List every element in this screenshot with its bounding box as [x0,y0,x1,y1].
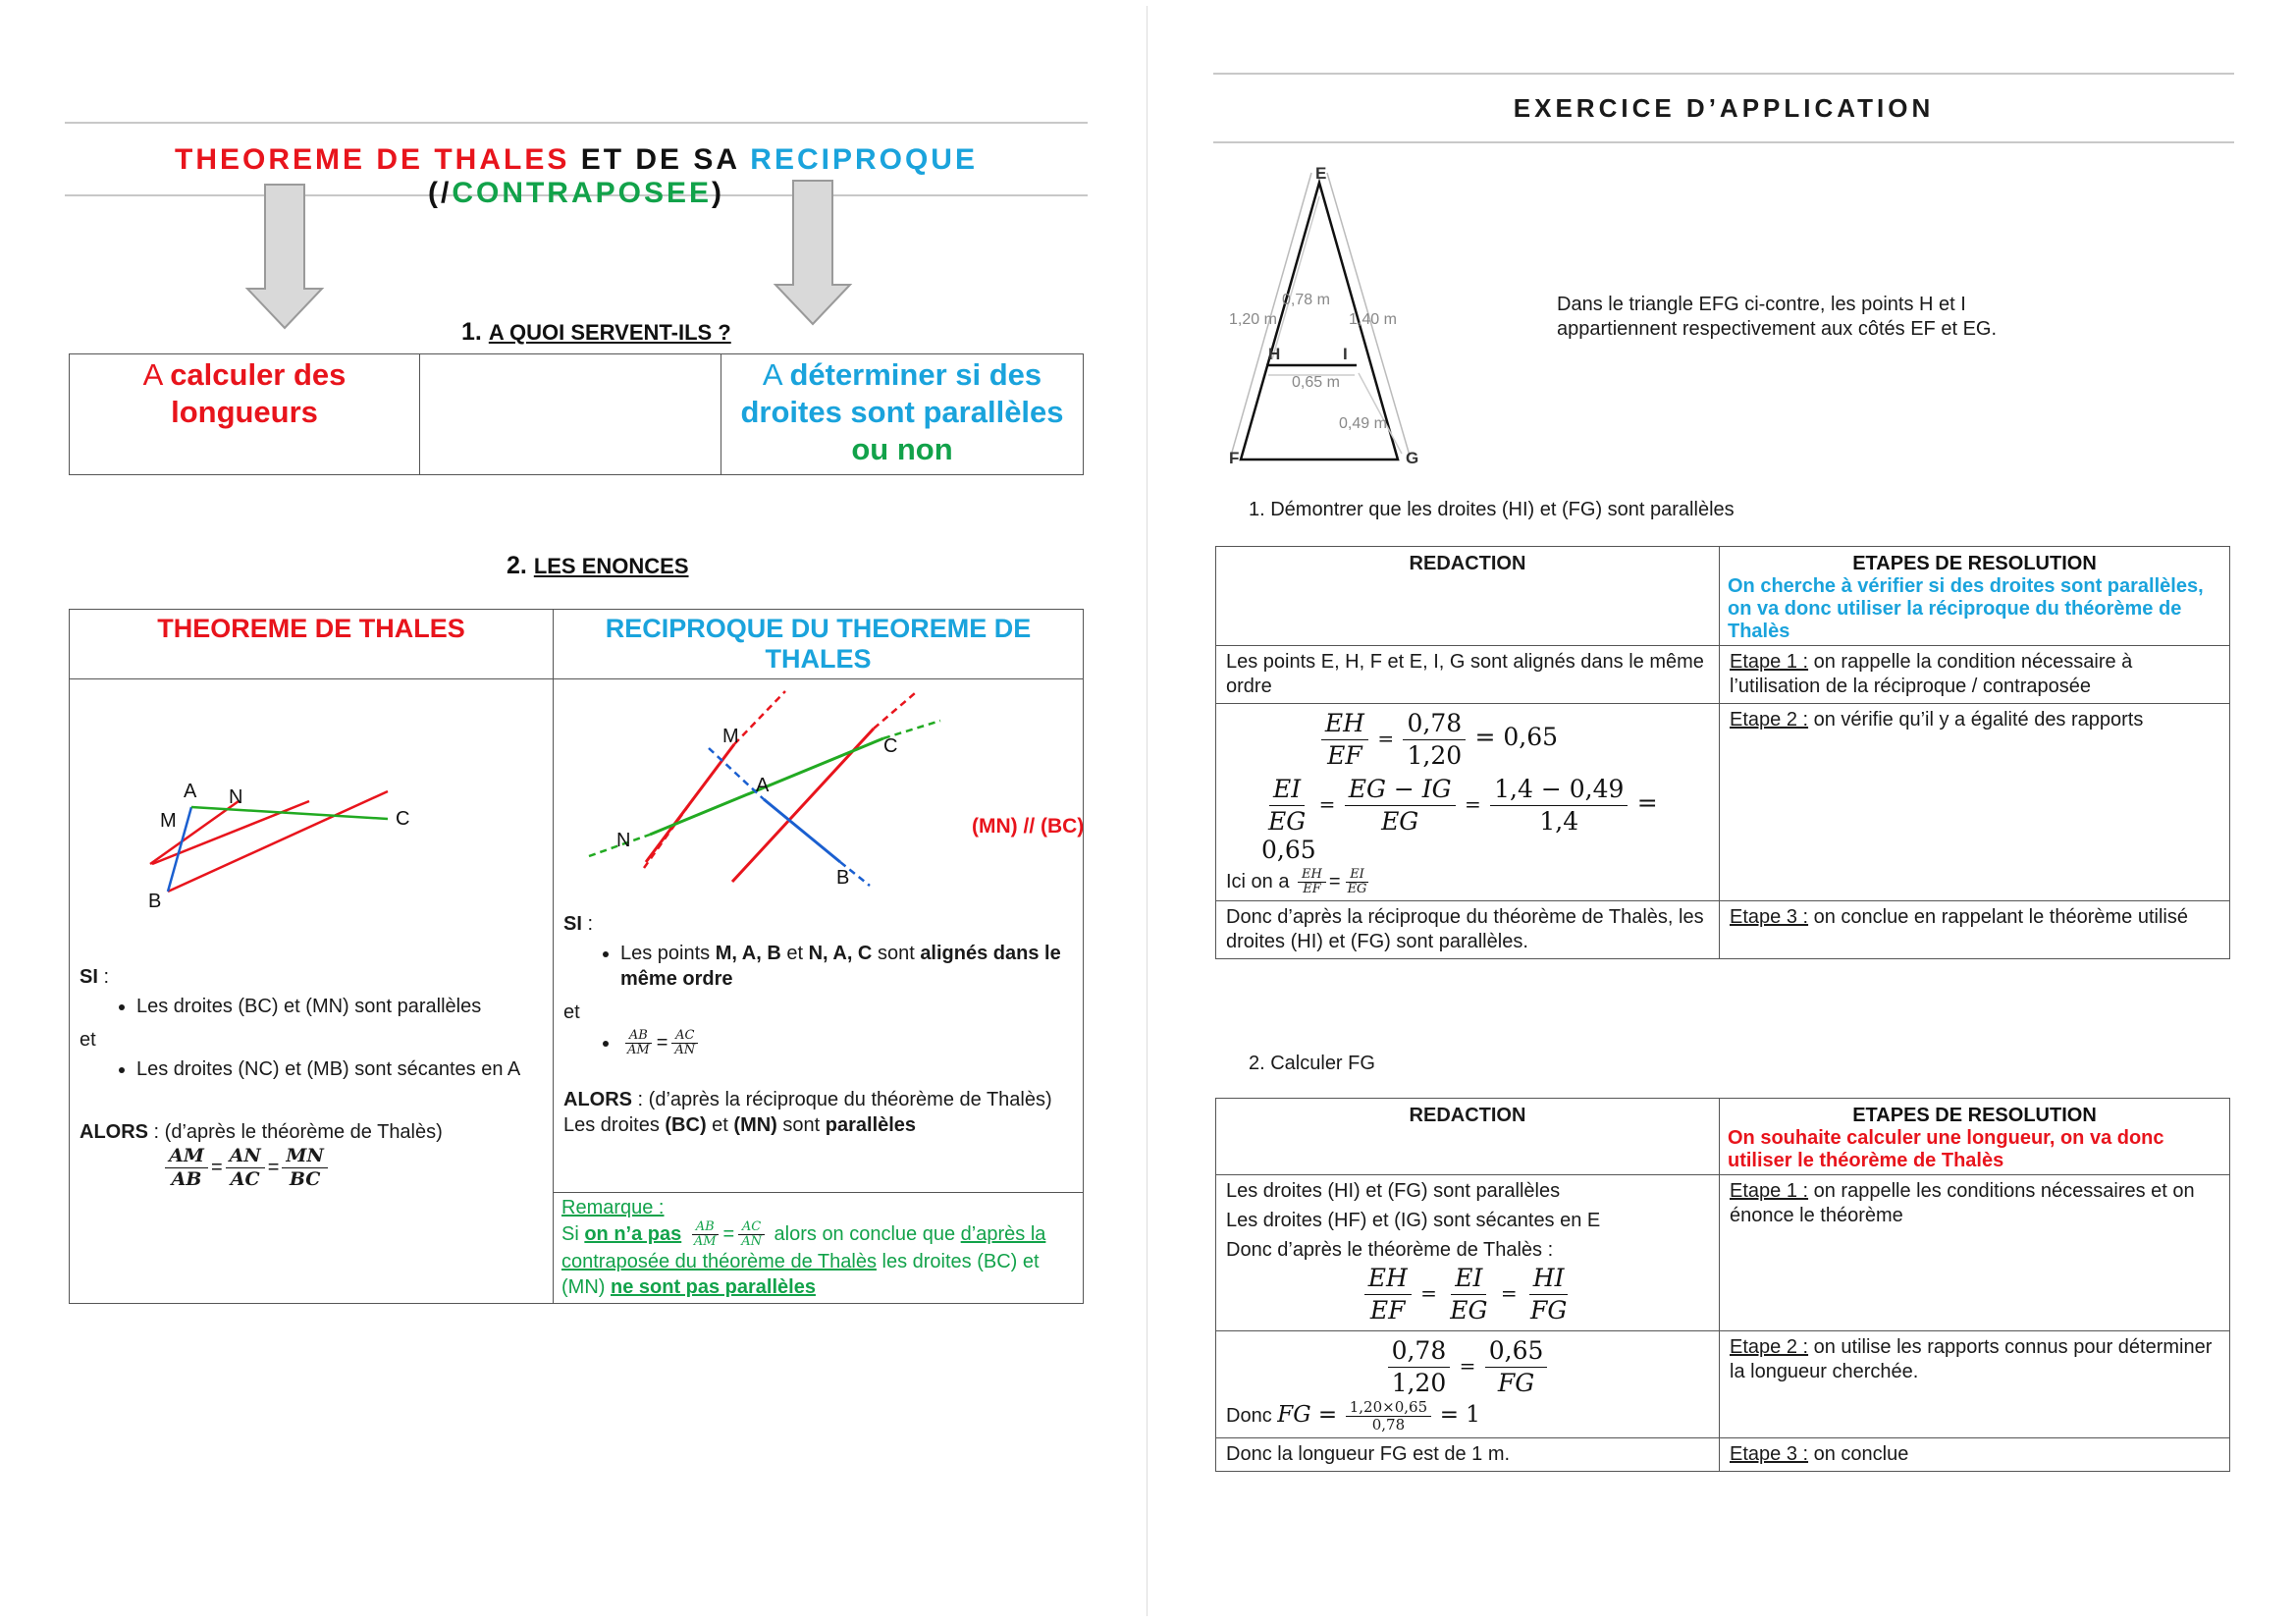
exercise-intro: Dans le triangle EFG ci-contre, les points H et I appartiennent respectivement aux côtés EF et EG. [1557,294,1998,340]
t2-row2-step: Etape 2 : on utilise les rapports connus pour déterminer la longueur cherchée. [1720,1331,2230,1438]
figure-length-hi: 0,65 m [1292,374,1340,391]
section2-heading: 2. LES ENONCES [507,552,689,579]
exercise-title: EXERCICE D’APPLICATION [1213,73,2234,143]
t1-row1-step: Etape 1 : on rappelle la condition nécessaire à l’utilisation de la réciproque / contraposée [1720,646,2230,704]
thales-point-m: M [160,810,177,832]
figure-length-eh: 0,78 m [1282,292,1330,308]
t2-col-redaction: REDACTION [1216,1099,1720,1175]
title-paren-open: (/ [427,177,453,209]
thales-figure [148,748,443,912]
reciprocal-conclusion: Les droites (BC) et (MN) sont parallèles [563,1114,917,1136]
reciprocal-text: SI : • Les points M, A, B et N, A, C sont alignés dans le même ordre et • $\frac{AB}{AM}$ = $\frac{AC}{AN}$ ALORS : (d’après la réciproque du théorème de Thalès) Les droites (BC) et (MN) sont parallèles [563,911,1084,1138]
t2-values-ratio: $\frac{0,78}{1,20}$ = $\frac{0,65}{FG}$ [1226,1335,1709,1399]
thales-header: THEOREME DE THALES [70,610,554,679]
table-question-2 [1215,1098,2230,1472]
t2-row1-step: Etape 1 : on rappelle les conditions nécessaires et on énonce le théorème [1720,1175,2230,1331]
t2-row3-step: Etape 3 : on conclue [1720,1438,2230,1472]
section2-label: LES ENONCES [533,554,689,578]
title-reciprocal: RECIPROQUE [750,143,978,176]
reciprocal-cell [554,679,1084,1193]
thales-formula: $\frac{AM}{AB}$ = $\frac{AN}{AC}$ = $\frac{MN}{BC}$ [80,1145,413,1191]
t2-note: On souhaite calculer une longueur, on va donc utiliser le théorème de Thalès [1728,1127,2164,1171]
t2-col-etapes: ETAPES DE RESOLUTION On souhaite calculer une longueur, on va donc utiliser le théorème de Thalès [1720,1099,2230,1175]
reciprocal-point-c: C [883,735,898,757]
right-page [1150,6,2293,1616]
section1-heading: 1. A QUOI SERVENT-ILS ? [461,318,731,346]
parallel-label: (MN) // (BC) [972,815,1085,838]
figure-length-ig: 0,49 m [1339,415,1387,432]
thales-point-c: C [396,808,410,830]
t1-ratio-eh: $\frac{EH}{EF}$ = $\frac{0,78}{1,20}$ = 0,65 [1226,708,1650,772]
question-1: 1. Démontrer que les droites (HI) et (FG) sont parallèles [1249,499,1735,520]
figure-point-e: E [1315,164,1327,183]
figure-point-h: H [1268,345,1281,363]
thales-text: SI : • Les droites (BC) et (MN) sont parallèles et • Les droites (NC) et (MB) sont sécantes en A ALORS : (d’après le théorème de Thalès) $\frac{AM}{AB}$ = $\frac{AN}{AC}$ = $\frac{MN}{BC}$ [80,964,541,1191]
t1-row2-step: Etape 2 : on vérifie qu’il y a égalité des rapports [1720,704,2230,901]
section1-label: A QUOI SERVENT-ILS ? [488,320,731,345]
uses-table [69,353,1084,475]
reciprocal-point-b: B [836,867,850,889]
reciprocal-condition-1: • Les points M, A, B et N, A, C sont alignés dans le même ordre [620,941,1084,992]
title-paren-close: ) [712,177,725,209]
remark-text: Si on n’a pas $\frac{AB}{AM}$ = $\frac{AC}{AN}$ alors on conclue que d’après la contraposée du théorème de Thalès les droites (BC) et (MN) ne sont pas parallèles [561,1219,1046,1298]
t1-row3-step: Etape 3 : on conclue en rappelant le théorème utilisé [1720,901,2230,959]
t1-ratio-ei: $\frac{EI}{EG}$ = $\frac{EG - IG}{EG}$ = $\frac{1,4 - 0,49}{1,4}$ = 0,65 [1261,775,1658,864]
thales-point-n: N [229,786,243,808]
thales-cell [70,679,554,1304]
title-and: ET DE SA [569,143,751,176]
down-arrow-icon-left [243,183,326,332]
reciprocal-point-n: N [616,830,631,851]
t1-row1-redaction: Les points E, H, F et E, I, G sont alignés dans le même ordre [1216,646,1720,704]
t2-row1-redaction: Les droites (HI) et (FG) sont parallèles Les droites (HF) et (IG) sont sécantes en E Donc d’après le théorème de Thalès : $\frac{EH}{EF}$ = $\frac{EI}{EG}$ = $\frac{HI}{FG}$ [1216,1175,1720,1331]
remark-title: Remarque : [561,1197,665,1218]
thales-point-a: A [184,781,197,802]
uses-cell-parallel: A déterminer si des droites sont parallèles ou non [721,354,1084,475]
question-2: 2. Calculer FG [1249,1053,1375,1074]
reciprocal-header: RECIPROQUE DU THEOREME DE THALES [554,610,1084,679]
reciprocal-point-a: A [756,775,770,796]
figure-point-f: F [1229,449,1240,467]
left-page [4,6,1148,1616]
uses-cell-empty [420,354,721,475]
thales-condition-1: • Les droites (BC) et (MN) sont parallèles [136,994,541,1019]
main-title-bar [65,122,1088,209]
t1-row3-redaction: Donc d’après la réciproque du théorème de Thalès, les droites (HI) et (FG) sont parallèles. [1216,901,1720,959]
t1-col-etapes: ETAPES DE RESOLUTION On cherche à vérifier si des droites sont parallèles, on va donc utiliser la réciproque du théorème de Thalès [1720,547,2230,646]
figure-point-i: I [1343,345,1348,363]
thales-condition-2: • Les droites (NC) et (MB) sont sécantes en A [136,1056,541,1082]
t2-row3-redaction: Donc la longueur FG est de 1 m. [1216,1438,1720,1472]
t1-conclusion-ratio: Ici on a $\frac{EH}{EF}$ = $\frac{EI}{EG}$ [1226,867,1367,896]
t1-note: On cherche à vérifier si des droites sont parallèles, on va donc utiliser la réciproque du théorème de Thalès [1728,575,2204,642]
figure-point-g: G [1406,449,1419,467]
figure-length-ef: 1,20 m [1229,311,1277,328]
t2-thales-formula: $\frac{EH}{EF}$ = $\frac{EI}{EG}$ = $\frac{HI}{FG}$ [1226,1263,1709,1326]
figure-length-eg: 1,40 m [1349,311,1397,328]
table-question-1 [1215,546,2230,959]
thales-point-b: B [148,891,162,912]
down-arrow-icon-right [772,179,854,328]
t2-row2-redaction [1216,1331,1720,1438]
uses-cell-lengths: A calculer des longueurs [70,354,420,475]
statements-table [69,609,1084,1304]
triangle-figure [1229,157,1523,471]
reciprocal-point-m: M [722,726,739,747]
reciprocal-condition-2: • $\frac{AB}{AM}$ = $\frac{AC}{AN}$ [620,1029,1084,1057]
t2-fg-result: Donc FG = $\frac{1,20\times 0,65}{0,78}$ = 1 [1226,1398,1480,1434]
t1-col-redaction: REDACTION [1216,547,1720,646]
remark-cell [554,1193,1084,1304]
t1-row2-redaction [1216,704,1720,901]
reciprocal-figure [589,689,1099,889]
main-title [65,143,1088,210]
title-thales: THEOREME DE THALES [175,143,570,176]
title-contrapositive: CONTRAPOSEE [452,177,713,209]
